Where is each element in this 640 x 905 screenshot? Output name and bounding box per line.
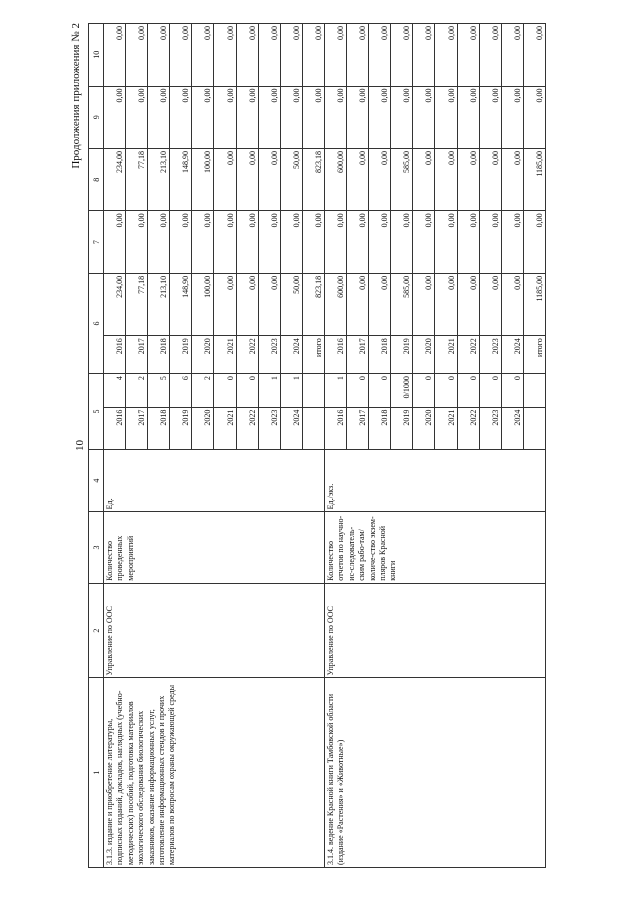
finance-col-7: 0,00 <box>214 211 236 273</box>
indicator-year <box>302 407 324 449</box>
finance-col-8: 0,00 <box>258 148 280 210</box>
finance-col-10: 0,00 <box>501 24 523 87</box>
table-row <box>104 24 126 868</box>
finance-col-8: 234,00 <box>104 148 126 210</box>
finance-col-7: 0,00 <box>501 211 523 273</box>
indicator-year: 2024 <box>280 407 302 449</box>
indicator-value: 1 <box>280 374 302 407</box>
finance-year: 2020 <box>192 336 214 374</box>
finance-col-8: 0,00 <box>236 148 258 210</box>
finance-col-7: 0,00 <box>302 211 324 273</box>
finance-total: 823,18 <box>302 273 324 335</box>
finance-col-8: 0,00 <box>214 148 236 210</box>
indicator-year: 2021 <box>435 407 457 449</box>
finance-col-9: 0,00 <box>302 86 324 148</box>
indicator-year: 2024 <box>501 407 523 449</box>
finance-col-7: 0,00 <box>457 211 479 273</box>
finance-year: 2018 <box>148 336 170 374</box>
finance-col-10: 0,00 <box>236 24 258 87</box>
indicator-year: 2019 <box>391 407 413 449</box>
finance-col-10: 0,00 <box>192 24 214 87</box>
finance-col-9: 0,00 <box>324 86 346 148</box>
indicator-value: 0 <box>501 374 523 407</box>
finance-total: 600,00 <box>324 273 346 335</box>
indicator-value: 0 <box>347 374 369 407</box>
finance-total: 213,10 <box>148 273 170 335</box>
finance-year: 2020 <box>413 336 435 374</box>
table-body <box>104 24 546 868</box>
page-number: 10 <box>74 440 86 451</box>
finance-col-10: 0,00 <box>479 24 501 87</box>
finance-col-10: 0,00 <box>457 24 479 87</box>
finance-col-7: 0,00 <box>523 211 545 273</box>
finance-col-10: 0,00 <box>347 24 369 87</box>
finance-col-8: 0,00 <box>501 148 523 210</box>
finance-year: 2022 <box>236 336 258 374</box>
finance-col-9: 0,00 <box>413 86 435 148</box>
finance-col-8: 0,00 <box>457 148 479 210</box>
finance-col-8: 0,00 <box>479 148 501 210</box>
finance-col-9: 0,00 <box>501 86 523 148</box>
indicator-value: 0 <box>457 374 479 407</box>
finance-total: 0,00 <box>236 273 258 335</box>
unit: Ед. <box>104 449 325 511</box>
finance-total: 234,00 <box>104 273 126 335</box>
finance-col-7: 0,00 <box>479 211 501 273</box>
finance-col-10: 0,00 <box>324 24 346 87</box>
indicator-value: 1 <box>324 374 346 407</box>
finance-col-10: 0,00 <box>391 24 413 87</box>
finance-col-7: 0,00 <box>324 211 346 273</box>
finance-total: 0,00 <box>413 273 435 335</box>
finance-col-9: 0,00 <box>258 86 280 148</box>
indicator-value: 6 <box>170 374 192 407</box>
finance-col-9: 0,00 <box>126 86 148 148</box>
indicator-year: 2021 <box>214 407 236 449</box>
finance-col-7: 0,00 <box>413 211 435 273</box>
indicator-value <box>523 374 545 407</box>
measure-name: 3.1.3. издание и приобретение литературы, подписных изданий, докладов, наглядных (учебно-методических) пособий, подготовка материалов экологического обследования биологических заказников, оказание информационных услуг, изготовление информационных стендов и прочих материалов по вопросам охраны окружающей среды <box>104 678 325 868</box>
finance-total: 0,00 <box>501 273 523 335</box>
finance-col-10: 0,00 <box>258 24 280 87</box>
table-row <box>324 24 346 868</box>
finance-total: 77,18 <box>126 273 148 335</box>
finance-total: 0,00 <box>457 273 479 335</box>
indicator-value: 0 <box>413 374 435 407</box>
finance-col-10: 0,00 <box>280 24 302 87</box>
finance-col-9: 0,00 <box>435 86 457 148</box>
indicator-value: 2 <box>192 374 214 407</box>
indicator-value: 0 <box>236 374 258 407</box>
finance-col-7: 0,00 <box>391 211 413 273</box>
finance-year: 2019 <box>391 336 413 374</box>
finance-col-9: 0,00 <box>148 86 170 148</box>
finance-year: 2022 <box>457 336 479 374</box>
indicator-value: 4 <box>104 374 126 407</box>
indicator-name: Количество отчетов по научно-ис-следователь-ским рабо-там/количе-ство экзем-пляров Красной книги <box>324 512 545 583</box>
finance-year: 2024 <box>280 336 302 374</box>
finance-col-8: 823,18 <box>302 148 324 210</box>
finance-year: 2018 <box>369 336 391 374</box>
finance-col-9: 0,00 <box>347 86 369 148</box>
col-header-2: 2 <box>89 583 104 678</box>
finance-col-7: 0,00 <box>369 211 391 273</box>
finance-col-10: 0,00 <box>413 24 435 87</box>
finance-col-8: 0,00 <box>413 148 435 210</box>
finance-col-7: 0,00 <box>148 211 170 273</box>
col-header-5: 5 <box>89 374 104 450</box>
continuation-note: Продолжения приложения № 2 <box>70 23 82 169</box>
finance-year: 2023 <box>258 336 280 374</box>
indicator-name: Количество проведенных мероприятий <box>104 512 325 583</box>
document-page <box>66 23 546 868</box>
indicator-value: 0 <box>479 374 501 407</box>
indicator-year: 2018 <box>148 407 170 449</box>
finance-year: 2017 <box>347 336 369 374</box>
finance-year: 2016 <box>324 336 346 374</box>
finance-year: 2023 <box>479 336 501 374</box>
indicator-value: 0 <box>435 374 457 407</box>
finance-total: 0,00 <box>369 273 391 335</box>
indicator-value <box>302 374 324 407</box>
finance-col-7: 0,00 <box>126 211 148 273</box>
finance-col-10: 0,00 <box>302 24 324 87</box>
finance-col-10: 0,00 <box>126 24 148 87</box>
finance-col-10: 0,00 <box>214 24 236 87</box>
finance-col-10: 0,00 <box>369 24 391 87</box>
indicator-year <box>523 407 545 449</box>
finance-col-8: 148,90 <box>170 148 192 210</box>
finance-col-8: 1185,00 <box>523 148 545 210</box>
finance-col-7: 0,00 <box>104 211 126 273</box>
finance-year: итого <box>523 336 545 374</box>
finance-col-8: 0,00 <box>435 148 457 210</box>
finance-year: 2021 <box>214 336 236 374</box>
finance-total: 0,00 <box>347 273 369 335</box>
col-header-4: 4 <box>89 449 104 511</box>
col-header-3: 3 <box>89 512 104 583</box>
finance-col-10: 0,00 <box>435 24 457 87</box>
finance-col-9: 0,00 <box>523 86 545 148</box>
finance-col-9: 0,00 <box>104 86 126 148</box>
finance-year: 2017 <box>126 336 148 374</box>
indicator-value: 0 <box>214 374 236 407</box>
column-numbers-row <box>89 24 104 868</box>
finance-col-8: 213,10 <box>148 148 170 210</box>
finance-col-9: 0,00 <box>192 86 214 148</box>
unit: Ед./экз. <box>324 449 545 511</box>
col-header-1: 1 <box>89 678 104 868</box>
indicator-year: 2023 <box>258 407 280 449</box>
measure-name: 3.1.4. ведение Красной книги Тамбовской области (издание «Растения» и «Животные») <box>324 678 545 868</box>
finance-year: 2016 <box>104 336 126 374</box>
col-header-8: 8 <box>89 148 104 210</box>
executor: Управление по ООС <box>104 583 325 678</box>
indicator-value: 2 <box>126 374 148 407</box>
finance-col-8: 0,00 <box>347 148 369 210</box>
finance-col-10: 0,00 <box>148 24 170 87</box>
col-header-9: 9 <box>89 86 104 148</box>
indicator-year: 2017 <box>347 407 369 449</box>
finance-total: 148,90 <box>170 273 192 335</box>
finance-col-9: 0,00 <box>369 86 391 148</box>
indicator-year: 2022 <box>236 407 258 449</box>
finance-col-9: 0,00 <box>479 86 501 148</box>
finance-col-9: 0,00 <box>170 86 192 148</box>
finance-col-9: 0,00 <box>214 86 236 148</box>
indicator-value: 1 <box>258 374 280 407</box>
finance-col-9: 0,00 <box>236 86 258 148</box>
finance-total: 0,00 <box>479 273 501 335</box>
finance-col-9: 0,00 <box>391 86 413 148</box>
finance-col-9: 0,00 <box>457 86 479 148</box>
finance-col-8: 0,00 <box>369 148 391 210</box>
finance-col-7: 0,00 <box>170 211 192 273</box>
indicator-year: 2016 <box>324 407 346 449</box>
indicator-year: 2018 <box>369 407 391 449</box>
finance-total: 1185,00 <box>523 273 545 335</box>
finance-col-7: 0,00 <box>347 211 369 273</box>
finance-total: 0,00 <box>258 273 280 335</box>
finance-total: 585,00 <box>391 273 413 335</box>
finance-col-10: 0,00 <box>170 24 192 87</box>
indicator-year: 2019 <box>170 407 192 449</box>
col-header-6: 6 <box>89 273 104 373</box>
indicator-value: 0/1000 <box>391 374 413 407</box>
col-header-10: 10 <box>89 24 104 87</box>
finance-total: 0,00 <box>435 273 457 335</box>
finance-col-10: 0,00 <box>523 24 545 87</box>
indicator-value: 5 <box>148 374 170 407</box>
finance-col-10: 0,00 <box>104 24 126 87</box>
finance-col-8: 585,00 <box>391 148 413 210</box>
finance-col-8: 100,00 <box>192 148 214 210</box>
finance-year: 2024 <box>501 336 523 374</box>
indicator-year: 2022 <box>457 407 479 449</box>
indicator-year: 2016 <box>104 407 126 449</box>
finance-col-7: 0,00 <box>435 211 457 273</box>
program-table <box>88 23 546 868</box>
finance-total: 100,00 <box>192 273 214 335</box>
indicator-year: 2020 <box>413 407 435 449</box>
finance-col-8: 77,18 <box>126 148 148 210</box>
executor: Управление по ООС <box>324 583 545 678</box>
finance-total: 50,00 <box>280 273 302 335</box>
indicator-value: 0 <box>369 374 391 407</box>
indicator-year: 2023 <box>479 407 501 449</box>
finance-col-8: 50,00 <box>280 148 302 210</box>
finance-col-7: 0,00 <box>258 211 280 273</box>
indicator-year: 2017 <box>126 407 148 449</box>
finance-year: 2019 <box>170 336 192 374</box>
finance-year: итого <box>302 336 324 374</box>
indicator-year: 2020 <box>192 407 214 449</box>
finance-col-8: 600,00 <box>324 148 346 210</box>
col-header-7: 7 <box>89 211 104 273</box>
finance-col-7: 0,00 <box>280 211 302 273</box>
finance-col-7: 0,00 <box>236 211 258 273</box>
finance-col-7: 0,00 <box>192 211 214 273</box>
finance-year: 2021 <box>435 336 457 374</box>
finance-total: 0,00 <box>214 273 236 335</box>
finance-col-9: 0,00 <box>280 86 302 148</box>
